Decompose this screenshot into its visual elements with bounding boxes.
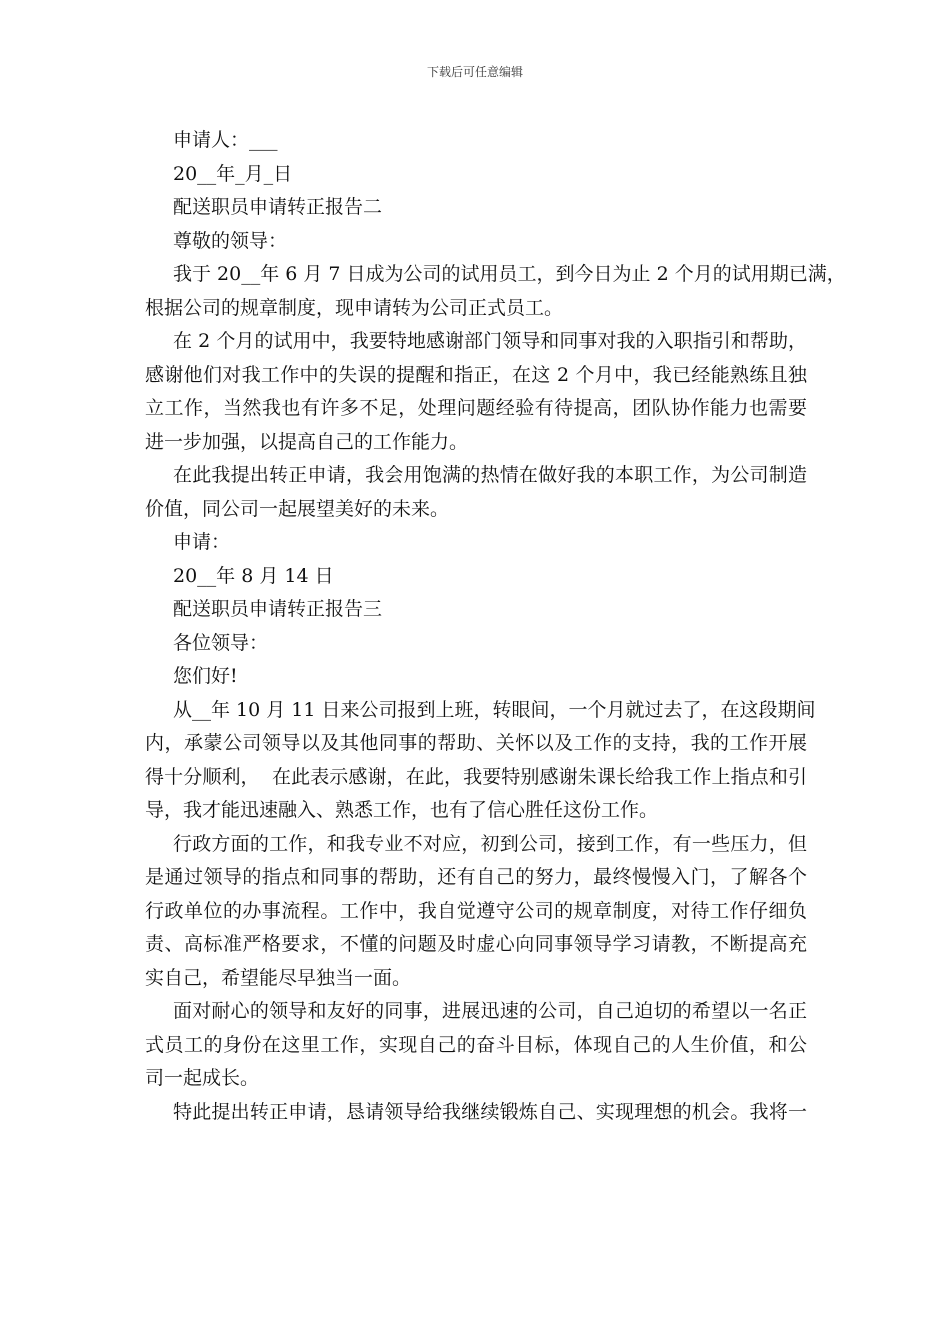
document-line: 您们好! [173, 665, 238, 687]
document-line: 在此我提出转正申请，我会用饱满的热情在做好我的本职工作，为公司制造 [173, 464, 807, 486]
document-line: 实自己，希望能尽早独当一面。 [145, 966, 412, 989]
document-line: 在 2 个月的试用中，我要特地感谢部门领导和同事对我的入职指引和帮助， [173, 330, 807, 352]
document-line: 20__年_月_日 [173, 162, 293, 185]
document-line: 导，我才能迅速融入、熟悉工作，也有了信心胜任这份工作。 [145, 799, 659, 821]
document-line: 是通过领导的指点和同事的帮助，还有自己的努力，最终慢慢入门，了解各个 [145, 866, 807, 888]
document-body [145, 124, 846, 1129]
document-line: 申请： [173, 531, 231, 553]
document-line: 从__年 10 月 11 日来公司报到上班，转眼间，一个月就过去了，在这段期间 [173, 698, 816, 721]
document-line: 得十分顺利， 在此表示感谢，在此，我要特别感谢朱课长给我工作上指点和引 [145, 765, 807, 788]
document-line: 行政单位的办事流程。工作中，我自觉遵守公司的规章制度，对待工作仔细负 [145, 899, 807, 922]
document-line: 价值，同公司一起展望美好的未来。 [145, 497, 450, 520]
document-line: 面对耐心的领导和友好的同事，进展迅速的公司，自己迫切的希望以一名正 [173, 1000, 807, 1022]
document-line: 配送职员申请转正报告二 [173, 196, 383, 218]
document-line: 内，承蒙公司领导以及其他同事的帮助、关怀以及工作的支持，我的工作开展 [145, 732, 807, 754]
document-line: 责、高标准严格要求，不懂的问题及时虚心向同事领导学习请教，不断提高充 [145, 933, 807, 955]
document-line: 各位领导： [173, 631, 269, 654]
document-line: 20__年 8 月 14 日 [173, 564, 334, 587]
document-line: 特此提出转正申请，恳请领导给我继续锻炼自己、实现理想的机会。我将一 [173, 1100, 807, 1123]
document-line: 行政方面的工作，和我专业不对应，初到公司，接到工作，有一些压力，但 [173, 832, 807, 855]
document-line: 式员工的身份在这里工作，实现自己的奋斗目标，体现自己的人生价值，和公 [145, 1033, 807, 1056]
document-line: 感谢他们对我工作中的失误的提醒和指正，在这 2 个月中，我已经能熟练且独 [145, 363, 807, 386]
document-line: 司一起成长。 [145, 1067, 260, 1089]
document-line: 申请人：___ [173, 129, 278, 151]
document-line: 进一步加强，以提高自己的工作能力。 [145, 430, 469, 453]
document-line: 根据公司的规章制度，现申请转为公司正式员工。 [145, 296, 564, 319]
document-line: 我于 20__年 6 月 7 日成为公司的试用员工，到今日为止 2 个月的试用期已满， [173, 263, 846, 285]
document-line: 立工作，当然我也有许多不足，处理问题经验有待提高，团队协作能力也需要 [145, 397, 807, 419]
document-line: 配送职员申请转正报告三 [173, 598, 383, 620]
document-line: 尊敬的领导： [173, 229, 288, 252]
page-header-note: 下载后可任意编辑 [426, 65, 523, 79]
